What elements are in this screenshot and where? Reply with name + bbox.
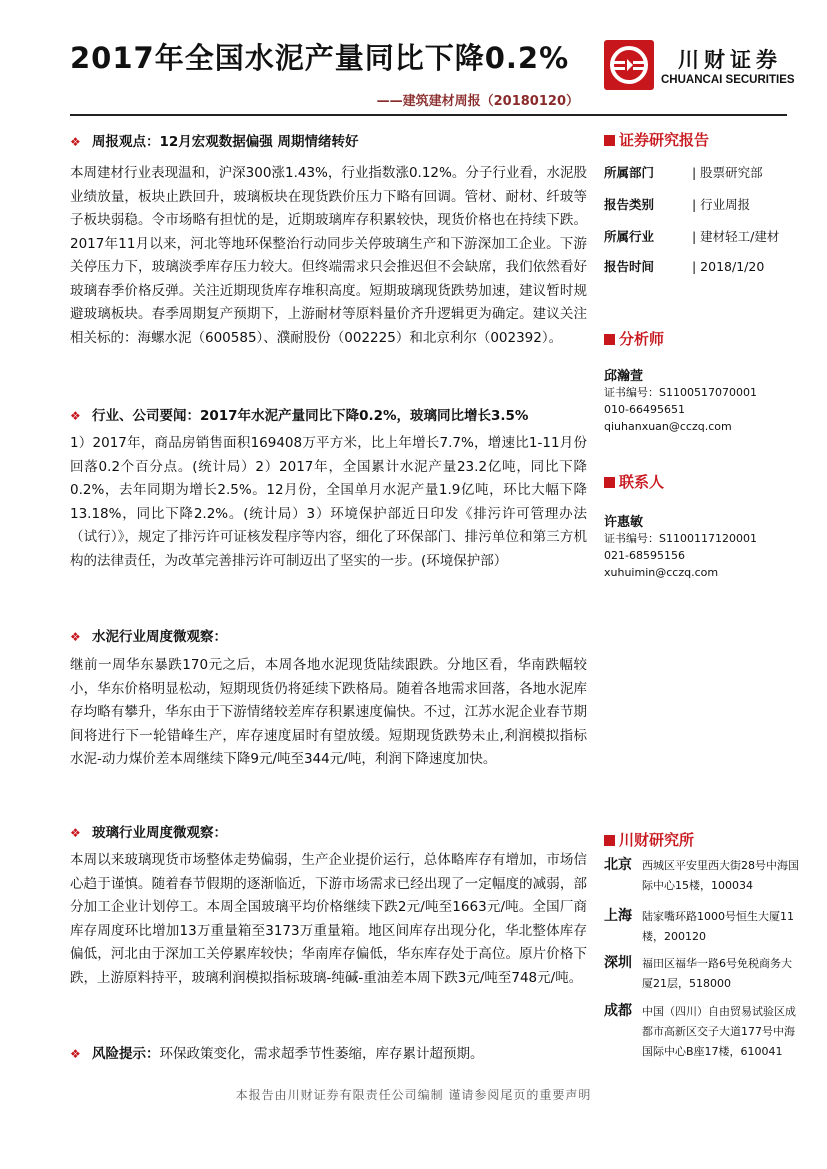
report-subtitle: ——建筑建材周报（20180120） — [376, 94, 579, 109]
contact-email[interactable]: xuhuimin@cczq.com — [604, 566, 719, 579]
section-body-cement: 继前一周华东暴跌170元之后，本周各地水泥现货陆续跟跌。分地区看，华南跌幅较小，华东价格明显松动，短期现货仍将延续下跌格局。随着各地需求回落，各地水泥库存均略有攀升，华东由于下游情绪较差库存积累速度偏快。不过，江苏水泥企业春节期间将进行下一轮错峰生产，库存速度届时有望放缓。短期现货跌势未止,利润模拟指标水泥-动力煤价差本周继续下降9元/吨至344元/吨，利润下降速度加快。 — [70, 657, 587, 767]
section-heading-glass: ❖ 玻璃行业周度微观察： — [70, 825, 227, 841]
diamond-bullet-icon: ❖ — [70, 1047, 81, 1061]
section-heading-industry-news: ❖ 行业、公司要闻：2017年水泥产量同比下降0.2%，玻璃同比增长3.5% — [70, 408, 529, 424]
contact-cert: 证书编号：S1100117120001 — [604, 532, 757, 545]
red-square-icon — [604, 835, 615, 846]
risk-warning: ❖ 风险提示：环保政策变化，需求超季节性萎缩，库存累计超预期。 — [70, 1046, 484, 1062]
section-heading-cement: ❖ 水泥行业周度微观察： — [70, 629, 227, 645]
analyst-name: 邱瀚萱 — [604, 369, 644, 384]
analyst-email[interactable]: qiuhanxuan@cczq.com — [604, 420, 732, 433]
red-square-icon — [604, 135, 615, 146]
sidebar-heading-institute: 川财研究所 — [604, 829, 694, 850]
section-heading-weekly-view: ❖ 周报观点：12月宏观数据偏强 周期情绪转好 — [70, 134, 359, 150]
sidebar-heading-analyst: 分析师 — [604, 328, 664, 349]
info-row-industry: 所属行业 | 建材轻工/建材 — [604, 229, 780, 244]
logo-chinese-text: 川财证券 — [678, 48, 782, 72]
analyst-cert: 证书编号：S1100517070001 — [604, 386, 757, 399]
contact-phone: 021-68595156 — [604, 549, 685, 562]
report-title: 2017年全国水泥产量同比下降0.2% — [70, 41, 570, 75]
section-body-glass: 本周以来玻璃现货市场整体走势偏弱，生产企业提价运行，总体略库存有增加，市场信心趋于谨慎。随着春节假期的逐渐临近，下游市场需求已经出现了一定幅度的减弱，部分加工企业计划停工。本周全国玻璃平均价格继续下跌2元/吨至1663元/吨。全国厂商库存周度环比增加13万重量箱至3173万重量箱。地区间库存出现分化，华北整体库存偏低，河北由于深加工关停累库较快；华南库存偏低，华东库存处于高位。原片价格下跌，上游原料持平，玻璃利润模拟指标玻璃-纯碱-重油差本周下跌3元/吨至748元/吨。 — [70, 852, 587, 986]
logo-english-text: CHUANCAI SECURITIES — [661, 74, 795, 86]
sidebar-heading-report: 证券研究报告 — [604, 129, 709, 150]
analyst-card — [604, 365, 757, 435]
contact-name: 许惠敏 — [604, 515, 644, 530]
diamond-bullet-icon: ❖ — [70, 630, 81, 644]
sidebar-heading-contact: 联系人 — [604, 471, 664, 492]
info-row-date: 报告时间 | 2018/1/20 — [604, 259, 765, 274]
diamond-bullet-icon: ❖ — [70, 409, 81, 423]
page-footer: 本报告由川财证券有限责任公司编制 谨请参阅尾页的重要声明 — [235, 1088, 592, 1102]
diamond-bullet-icon: ❖ — [70, 826, 81, 840]
risk-warning-text: 环保政策变化，需求超季节性萎缩，库存累计超预期。 — [159, 1046, 484, 1062]
logo-mark-icon — [604, 40, 654, 90]
analyst-phone: 010-66495651 — [604, 403, 685, 416]
company-logo — [604, 40, 794, 95]
red-square-icon — [604, 334, 615, 345]
section-body-industry-news: 1）2017年，商品房销售面积169408万平方米，比上年增长7.7%，增速比1-11月份回落0.2个百分点。(统计局）2）2017年，全国累计水泥产量23.2亿吨，同比下降0.2%，去年同期为增长2.5%。12月份，全国单月水泥产量1.9亿吨，环比大幅下降13.18%，同比下降2.2%。(统计局）3）环境保护部近日印发《排污许可管理办法（试行）》，规定了排污许可证核发程序等内容，细化了环保部门、排污单位和第三方机构的法律责任，为改革完善排污许可制迈出了坚实的一步。(环境保护部） — [70, 435, 587, 569]
info-row-report-type: 报告类别 | 行业周报 — [604, 197, 751, 212]
header-divider — [70, 114, 787, 116]
section-body-weekly-view: 本周建材行业表现温和，沪深300涨1.43%，行业指数涨0.12%。分子行业看，水泥股业绩放量，板块止跌回升，玻璃板块在现货跌价压力下略有回调。管材、耐材、纤玻等子板块弱稳。令市场略有担忧的是，近期玻璃库存积累较快，现货价格也在持续下跌。2017年11月以来，河北等地环保整治行动同步关停玻璃生产和下游深加工企业。下游关停压力下，玻璃淡季库存压力较大。但终端需求只会推迟但不会缺席，我们依然看好玻璃春季价格反弹。关注近期现货库存堆积高度。短期玻璃现货跌势加速，建议暂时规避玻璃板块。春季周期复产预期下，上游耐材等原料量价齐升逻辑更为确定。建议关注相关标的：海螺水泥（600585）、濮耐股份（002225）和北京利尔（002392）。 — [70, 165, 587, 346]
diamond-bullet-icon: ❖ — [70, 135, 81, 149]
red-square-icon — [604, 477, 615, 488]
contact-card — [604, 511, 757, 581]
info-row-department: 所属部门 | 股票研究部 — [604, 165, 763, 180]
